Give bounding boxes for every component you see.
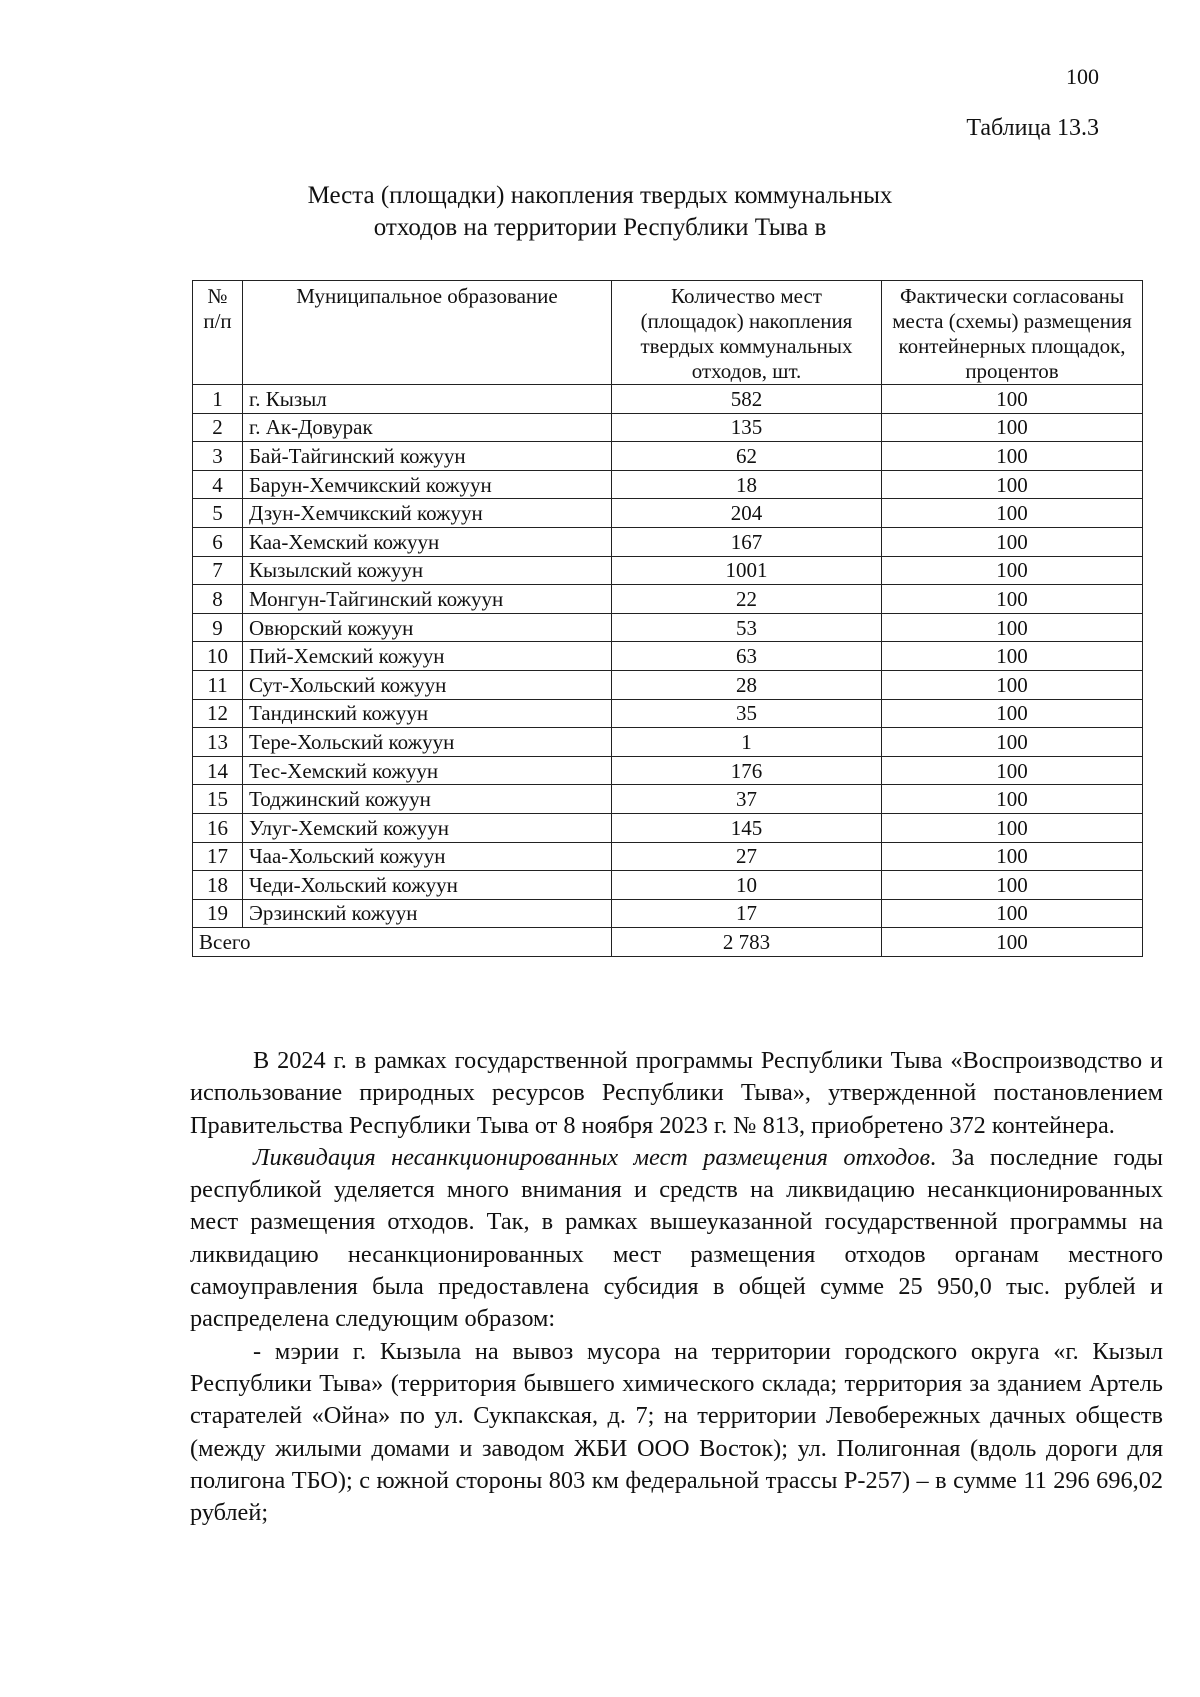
row-count: 18 [612,470,882,499]
row-municipality: Тере-Хольский кожуун [243,728,612,757]
row-count: 22 [612,585,882,614]
page-number: 100 [1066,64,1099,89]
row-count: 204 [612,499,882,528]
row-percent: 100 [882,699,1143,728]
row-municipality: Дзун-Хемчикский кожуун [243,499,612,528]
row-percent: 100 [882,613,1143,642]
table-row [193,499,1143,528]
table-label: Таблица 13.3 [966,115,1099,141]
table-row [193,527,1143,556]
row-percent: 100 [882,785,1143,814]
row-count: 135 [612,413,882,442]
table-row [193,642,1143,671]
row-municipality: Кызылский кожуун [243,556,612,585]
row-municipality: г. Ак-Довурак [243,413,612,442]
row-num: 11 [193,670,243,699]
row-num: 8 [193,585,243,614]
table-row [193,899,1143,928]
row-num: 9 [193,613,243,642]
row-municipality: Пий-Хемский кожуун [243,642,612,671]
table-row [193,728,1143,757]
table-row [193,756,1143,785]
body-text [190,1045,1163,1529]
row-percent: 100 [882,670,1143,699]
row-percent: 100 [882,385,1143,414]
row-municipality: Овюрский кожуун [243,613,612,642]
row-percent: 100 [882,442,1143,471]
row-count: 27 [612,842,882,871]
row-num: 1 [193,385,243,414]
row-count: 63 [612,642,882,671]
total-label: Всего [193,928,612,957]
row-municipality: г. Кызыл [243,385,612,414]
row-municipality: Тоджинский кожуун [243,785,612,814]
table-row [193,842,1143,871]
row-municipality: Чеди-Хольский кожуун [243,871,612,900]
row-num: 14 [193,756,243,785]
row-num: 2 [193,413,243,442]
row-municipality: Улуг-Хемский кожуун [243,813,612,842]
header-municipality: Муниципальное образование [243,281,612,385]
row-municipality: Монгун-Тайгинский кожуун [243,585,612,614]
table-row [193,699,1143,728]
table-title [190,180,1010,244]
row-municipality: Каа-Хемский кожуун [243,527,612,556]
row-num: 12 [193,699,243,728]
row-percent: 100 [882,499,1143,528]
row-percent: 100 [882,871,1143,900]
row-count: 17 [612,899,882,928]
row-count: 582 [612,385,882,414]
row-percent: 100 [882,728,1143,757]
table-header-row [193,281,1143,385]
row-num: 10 [193,642,243,671]
table-row [193,556,1143,585]
row-count: 35 [612,699,882,728]
row-num: 17 [193,842,243,871]
row-percent: 100 [882,756,1143,785]
row-count: 167 [612,527,882,556]
row-count: 1001 [612,556,882,585]
total-row [193,928,1143,957]
row-count: 145 [612,813,882,842]
row-percent: 100 [882,527,1143,556]
table-row [193,871,1143,900]
row-count: 37 [612,785,882,814]
row-percent: 100 [882,556,1143,585]
table-row [193,670,1143,699]
row-municipality: Тандинский кожуун [243,699,612,728]
table-row [193,613,1143,642]
row-num: 18 [193,871,243,900]
row-count: 62 [612,442,882,471]
table-row [193,785,1143,814]
header-count: Количество мест (площадок) накопления твердых коммунальных отходов, шт. [612,281,882,385]
row-num: 5 [193,499,243,528]
row-municipality: Чаа-Хольский кожуун [243,842,612,871]
row-num: 13 [193,728,243,757]
data-table [192,280,1143,957]
total-percent: 100 [882,928,1143,957]
table-row [193,413,1143,442]
row-count: 176 [612,756,882,785]
row-count: 10 [612,871,882,900]
row-percent: 100 [882,642,1143,671]
row-count: 28 [612,670,882,699]
table-title-line-1: Места (площадки) накопления твердых коммунальных [307,182,893,209]
table-title-line-2: отходов на территории Республики Тыва в [373,214,827,241]
row-percent: 100 [882,585,1143,614]
header-percent: Фактически согласованы места (схемы) размещения контейнерных площадок, процентов [882,281,1143,385]
row-num: 4 [193,470,243,499]
table-body [193,385,1143,928]
row-num: 7 [193,556,243,585]
row-percent: 100 [882,413,1143,442]
row-municipality: Тес-Хемский кожуун [243,756,612,785]
row-percent: 100 [882,813,1143,842]
row-municipality: Бай-Тайгинский кожуун [243,442,612,471]
row-count: 53 [612,613,882,642]
row-percent: 100 [882,899,1143,928]
table-row [193,813,1143,842]
row-municipality: Сут-Хольский кожуун [243,670,612,699]
row-municipality: Эрзинский кожуун [243,899,612,928]
row-count: 1 [612,728,882,757]
table-row [193,585,1143,614]
row-num: 6 [193,527,243,556]
row-num: 3 [193,442,243,471]
total-count: 2 783 [612,928,882,957]
row-num: 16 [193,813,243,842]
paragraph-kyzyl-mayor: - мэрии г. Кызыла на вывоз мусора на территории городского округа «г. Кызыл Республики Тыва» (территория бывшего химического склада; территория за зданием Артель старателей «Ойна» по ул. Сукпакская, д. 7; на территории Левобережных дачных обществ (между жилыми домами и заводом ЖБИ ООО Восток); ул. Полигонная (вдоль дороги для полигона ТБО); с южной стороны 803 км федеральной трассы Р-257) – в сумме 11 296 696,02 рублей; [190,1337,1163,1527]
row-municipality: Барун-Хемчикский кожуун [243,470,612,499]
header-num: № п/п [193,281,243,385]
paragraph-liquidation [190,1142,1163,1336]
row-percent: 100 [882,842,1143,871]
paragraph-containers: В 2024 г. в рамках государственной программы Республики Тыва «Воспроизводство и использование природных ресурсов Республики Тыва», утвержденной постановлением Правительства Республики Тыва от 8 ноября 2023 г. № 813, приобретено 372 контейнера. [190,1047,1163,1139]
table-row [193,470,1143,499]
row-num: 15 [193,785,243,814]
paragraph-liquidation-text: . За последние годы республикой уделяется много внимания и средств на ликвидацию несанкционированных мест размещения отходов. Так, в рамках вышеуказанной государственной программы на ликвидацию несанкционированных мест размещения отходов органам местного самоуправления была предоставлена субсидия в общей сумме 25 950,0 тыс. рублей и распределена следующим образом: [190,1143,1164,1333]
table-row [193,442,1143,471]
paragraph-liquidation-heading: Ликвидация несанкционированных мест размещения отходов [253,1143,931,1171]
table-row [193,385,1143,414]
row-num: 19 [193,899,243,928]
row-percent: 100 [882,470,1143,499]
